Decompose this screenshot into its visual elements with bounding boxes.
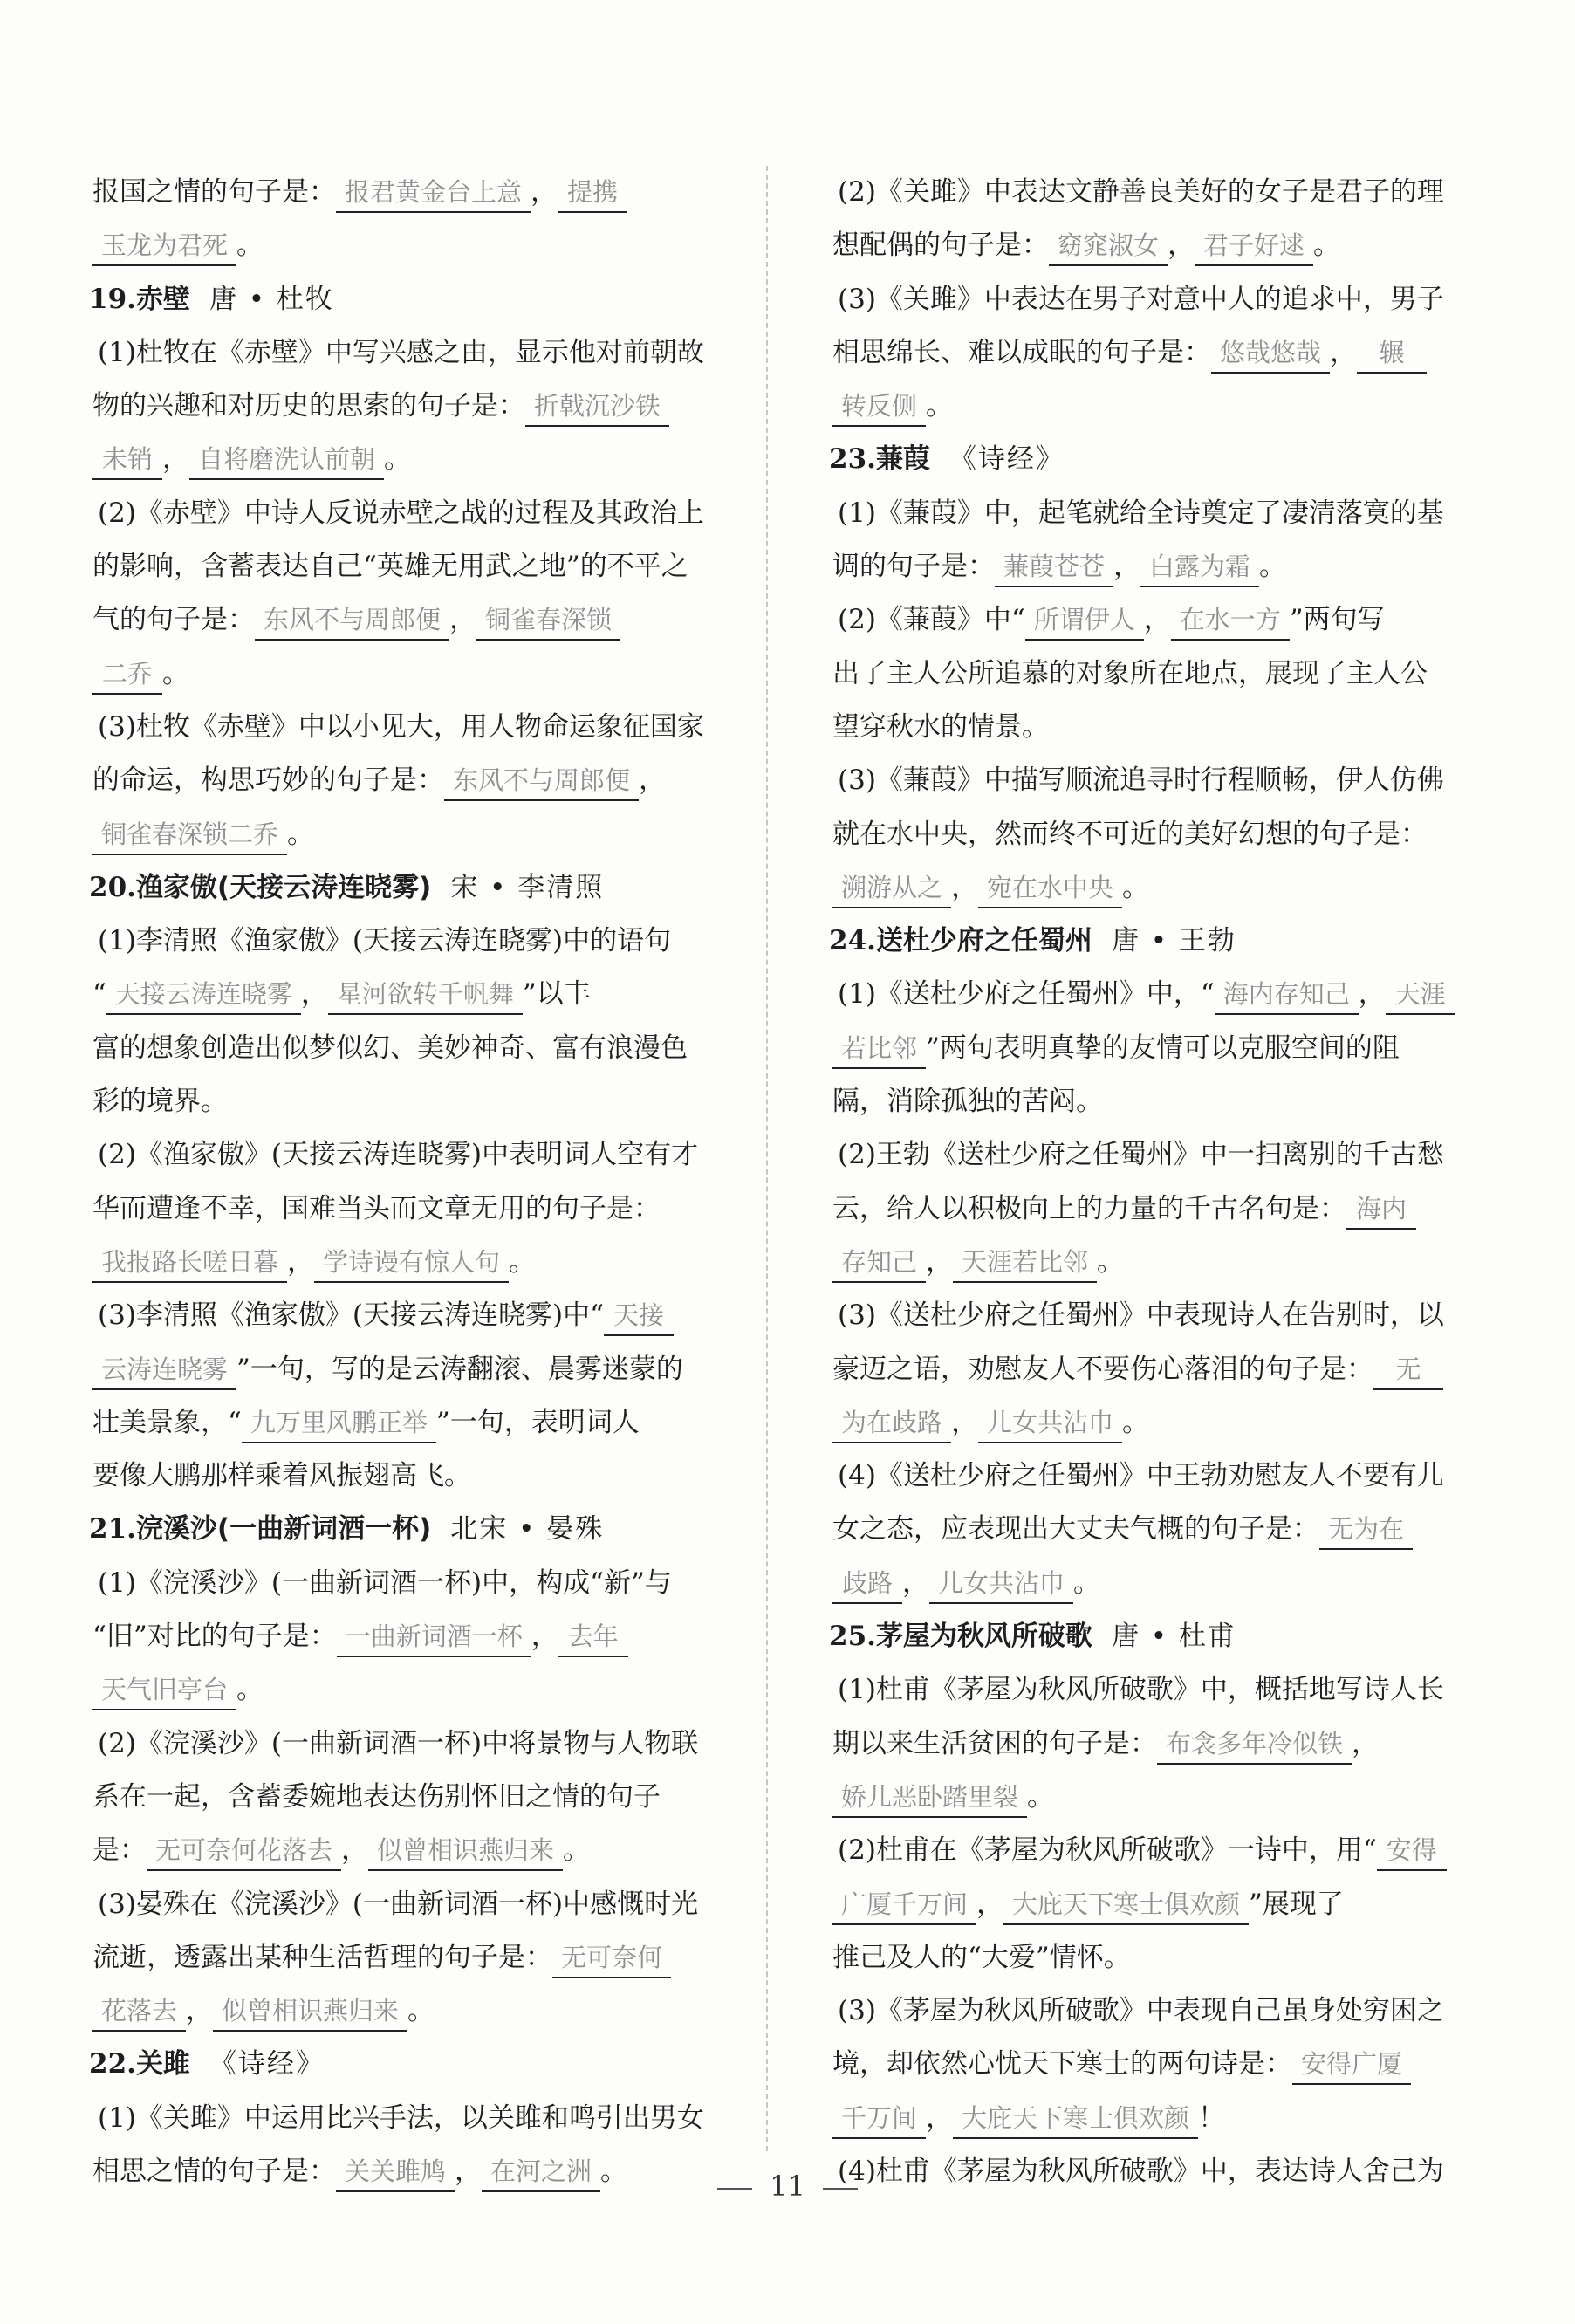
text-line <box>92 1557 799 1610</box>
answer-blank: 千万间 <box>832 2099 926 2139</box>
answer-blank: 无为在 <box>1319 1510 1413 1550</box>
question-text: ， <box>341 1834 369 1867</box>
poem-author: 唐 • 杜甫 <box>1111 1621 1236 1653</box>
answer-blank: 天气旧亭台 <box>92 1670 236 1710</box>
question-text: “旧”对比的句子是： <box>92 1621 337 1653</box>
question-text: ， <box>531 1621 558 1653</box>
question-text: 的命运，构思巧妙的句子是： <box>92 764 444 797</box>
question-text: ， <box>1143 604 1171 636</box>
text-line <box>832 1878 1539 1931</box>
answer-blank: 娇儿恶卧踏里裂 <box>832 1778 1027 1818</box>
text-line <box>92 1878 799 1931</box>
question-text: ， <box>455 2155 483 2187</box>
text-line <box>92 754 799 807</box>
text-line <box>832 2092 1539 2145</box>
answer-blank: 铜雀春深锁二乔 <box>92 815 287 855</box>
answer-blank: 宛在水中央 <box>978 868 1122 908</box>
text-line <box>92 1343 799 1396</box>
answer-blank: 君子好逑 <box>1195 226 1313 266</box>
answer-blank: 关关雎鸠 <box>336 2152 455 2192</box>
item-number: 21. <box>89 1513 136 1546</box>
answer-blank: 东风不与周郎便 <box>255 600 449 641</box>
answer-blank: 溯游从之 <box>832 868 951 908</box>
answer-blank: 蒹葭苍苍 <box>995 547 1113 587</box>
answer-blank: 在水一方 <box>1171 600 1290 641</box>
question-text: 。 <box>384 443 412 476</box>
question-text: (1)杜甫《茅屋为秋风所破歌》中，概括地写诗人长 <box>838 1674 1444 1706</box>
question-text: ”一句，写的是云涛翻滚、晨雾迷蒙的 <box>236 1353 683 1385</box>
text-line <box>832 1663 1539 1717</box>
question-text: ， <box>926 1245 954 1278</box>
text-line <box>832 2038 1539 2091</box>
answer-blank: 海内存知己 <box>1215 975 1359 1015</box>
answer-blank: 儿女共沾巾 <box>978 1403 1122 1443</box>
text-line <box>832 1450 1539 1503</box>
text-line <box>832 593 1539 647</box>
text-line <box>92 1128 799 1182</box>
question-text: ！ <box>1198 2101 1226 2134</box>
question-text: 的影响，含蓄表达自己“英雄无用武之地”的不平之 <box>92 551 688 583</box>
answer-blank: 天接云涛连晓雾 <box>106 975 301 1015</box>
question-text: ， <box>639 764 667 797</box>
question-text: 物的兴趣和对历史的思索的句子是： <box>92 390 525 422</box>
question-text: (1)《关雎》中运用比兴手法，以关雎和鸣引出男女 <box>98 2101 704 2134</box>
answer-blank: 似曾相识燕归来 <box>213 1992 407 2032</box>
question-text: (3)晏殊在《浣溪沙》(一曲新词酒一杯)中感慨时光 <box>98 1888 699 1920</box>
page-number <box>0 2170 1575 2203</box>
text-line <box>92 433 799 486</box>
poem-title <box>829 1610 1539 1663</box>
question-text: 是： <box>92 1834 147 1867</box>
question-text: 系在一起，含蓄委婉地表达伤别怀旧之情的句子 <box>92 1780 661 1813</box>
poem-name: 蒹葭 <box>875 443 930 476</box>
question-text: (1)杜牧在《赤壁》中写兴感之由，显示他对前朝故 <box>98 336 704 368</box>
text-line <box>832 808 1539 861</box>
answer-blank: 海内 <box>1346 1189 1416 1230</box>
item-number: 24. <box>829 925 876 957</box>
text-line <box>832 487 1539 540</box>
question-text: 豪迈之语，劝慰友人不要伤心落泪的句子是： <box>832 1353 1373 1385</box>
text-line <box>92 1824 799 1877</box>
text-line <box>92 1022 799 1075</box>
text-line <box>832 968 1539 1021</box>
text-line <box>92 540 799 593</box>
poem-title <box>829 915 1539 968</box>
text-line <box>832 754 1539 807</box>
text-line <box>92 1075 799 1128</box>
text-line <box>832 273 1539 326</box>
answer-blank: 若比邻 <box>832 1029 926 1069</box>
text-line <box>92 1450 799 1503</box>
text-line <box>832 1183 1539 1236</box>
text-line <box>92 2092 799 2145</box>
question-text: ， <box>300 978 328 1011</box>
page-number-text: 11 <box>770 2170 805 2203</box>
text-line <box>92 326 799 380</box>
question-text: (1)《浣溪沙》(一曲新词酒一杯)中，构成“新”与 <box>98 1566 672 1599</box>
dash-right <box>823 2188 858 2190</box>
answer-blank: 一曲新词酒一杯 <box>337 1617 531 1657</box>
question-text: ， <box>1113 551 1141 583</box>
question-text: (2)王勃《送杜少府之任蜀州》中一扫离别的千古愁 <box>838 1139 1444 1171</box>
text-line <box>92 1771 799 1824</box>
answer-blank: 在河之洲 <box>482 2152 600 2192</box>
question-text: 期以来生活贫困的句子是： <box>832 1727 1157 1759</box>
poem-author: 北宋 • 晏殊 <box>450 1513 605 1546</box>
poem-title <box>89 273 799 326</box>
question-text: 女之态，应表现出大丈夫气概的句子是： <box>832 1513 1319 1546</box>
question-text: (1)《蒹葭》中，起笔就给全诗奠定了凄清落寞的基 <box>838 497 1444 529</box>
question-text: ， <box>186 1995 214 2027</box>
question-text: 。 <box>287 818 315 850</box>
text-line <box>832 1717 1539 1771</box>
answer-blank: 天涯 <box>1386 975 1455 1015</box>
answer-blank: 存知己 <box>832 1243 926 1283</box>
answer-blank: 二乔 <box>92 655 162 695</box>
answer-blank: 天涯若比邻 <box>953 1243 1097 1283</box>
text-line <box>92 1985 799 2038</box>
answer-blank: 儿女共沾巾 <box>929 1564 1073 1604</box>
question-text: 相思之情的句子是： <box>92 2155 336 2187</box>
question-text: 华而遭逢不幸，国难当头而文章无用的句子是： <box>92 1192 661 1224</box>
question-text: 就在水中央，然而终不可近的美好幻想的句子是： <box>832 818 1428 850</box>
answer-blank: 未销 <box>92 440 162 480</box>
question-text: (2)《关雎》中表达文静善良美好的女子是君子的理 <box>838 176 1444 208</box>
question-text: (2)《赤壁》中诗人反说赤壁之战的过程及其政治上 <box>98 497 704 529</box>
poem-name: 茅屋为秋风所破歌 <box>875 1621 1092 1653</box>
answer-blank: 自将磨洗认前朝 <box>189 440 384 480</box>
answer-blank: 无可奈何 <box>552 1938 671 1978</box>
answer-blank: 所谓伊人 <box>1025 600 1144 641</box>
answer-blank: 辗 <box>1357 333 1427 374</box>
answer-blank: 歧路 <box>832 1564 902 1604</box>
text-line <box>92 219 799 272</box>
poem-name: 渔家傲(天接云涛连晓雾) <box>135 871 432 903</box>
answer-blank: 大庇天下寒士俱欢颜 <box>953 2099 1198 2139</box>
text-line <box>832 648 1539 701</box>
text-line <box>92 1183 799 1236</box>
question-text: 。 <box>236 1674 264 1706</box>
text-line <box>92 808 799 861</box>
answer-blank: 报君黄金台上意 <box>336 173 531 213</box>
text-line <box>832 380 1539 433</box>
answer-blank: 星河欲转千帆舞 <box>328 975 523 1015</box>
question-text: (1)李清照《渔家傲》(天接云涛连晓雾)中的语句 <box>98 925 672 957</box>
question-text: (3)《茅屋为秋风所破歌》中表现自己虽身处穷困之 <box>838 1995 1444 2027</box>
question-text: ， <box>1358 978 1386 1011</box>
text-line <box>832 1075 1539 1128</box>
answer-blank: 无可奈何花落去 <box>147 1831 341 1871</box>
text-line <box>92 1610 799 1663</box>
question-text: 出了主人公所追慕的对象所在地点，展现了主人公 <box>832 657 1428 689</box>
text-line <box>832 701 1539 754</box>
question-text: (2)杜甫在《茅屋为秋风所破歌》一诗中，用“ <box>838 1834 1377 1867</box>
text-line <box>832 1022 1539 1075</box>
text-line <box>832 540 1539 593</box>
left-column <box>89 166 799 2198</box>
question-text: 。 <box>1259 551 1287 583</box>
question-text: ， <box>287 1245 315 1278</box>
text-line <box>832 1343 1539 1396</box>
question-text: (4)《送杜少府之任蜀州》中王勃劝慰友人不要有儿 <box>838 1460 1444 1492</box>
text-line <box>832 166 1539 219</box>
text-line <box>92 487 799 540</box>
text-line <box>92 166 799 219</box>
answer-blank: 学诗谩有惊人句 <box>314 1243 509 1283</box>
text-line <box>832 1771 1539 1824</box>
item-number: 23. <box>829 443 876 476</box>
text-line <box>832 1128 1539 1182</box>
dash-left <box>717 2188 752 2190</box>
poem-name: 赤壁 <box>135 283 190 315</box>
text-line <box>92 648 799 701</box>
answer-blank: 似曾相识燕归来 <box>368 1831 563 1871</box>
question-text: 。 <box>1097 1245 1125 1278</box>
question-text: 调的句子是： <box>832 551 995 583</box>
poem-author: 唐 • 王勃 <box>1111 925 1236 957</box>
text-line <box>92 1236 799 1289</box>
question-text: 。 <box>1073 1566 1101 1599</box>
question-text: 。 <box>1122 1406 1150 1438</box>
question-text: 相思绵长、难以成眠的句子是： <box>832 336 1211 368</box>
text-line <box>832 1236 1539 1289</box>
answer-blank: 花落去 <box>92 1992 186 2032</box>
question-text: 隔，消除孤独的苦闷。 <box>832 1086 1103 1118</box>
poem-title <box>829 433 1539 486</box>
question-text: 云，给人以积极向上的力量的千古名句是： <box>832 1192 1346 1224</box>
question-text: (2)《蒹葭》中“ <box>838 604 1025 636</box>
answer-blank: 为在歧路 <box>832 1403 951 1443</box>
poem-name: 浣溪沙(一曲新词酒一杯) <box>135 1513 432 1546</box>
poem-title <box>89 2038 799 2091</box>
question-text: 彩的境界。 <box>92 1086 228 1118</box>
item-number: 20. <box>89 871 136 903</box>
poem-title <box>89 861 799 915</box>
text-line <box>92 593 799 647</box>
text-line <box>832 1289 1539 1342</box>
answer-blank: 悠哉悠哉 <box>1211 333 1330 374</box>
question-text: ， <box>902 1566 929 1599</box>
text-line <box>832 326 1539 380</box>
text-line <box>92 1396 799 1450</box>
answer-blank: 我报路长嗟日暮 <box>92 1243 287 1283</box>
question-text: “ <box>92 978 106 1011</box>
question-text: 境，却依然心忧天下寒士的两句诗是： <box>832 2048 1292 2081</box>
question-text: ， <box>1352 1727 1380 1759</box>
answer-blank: 云涛连晓雾 <box>92 1350 236 1390</box>
question-text: 要像大鹏那样乘着风振翅高飞。 <box>92 1460 471 1492</box>
answer-blank: 去年 <box>558 1617 628 1657</box>
answer-blank: 无 <box>1373 1350 1443 1390</box>
question-text: ， <box>1168 230 1195 262</box>
question-text: ”两句表明真挚的友情可以克服空间的阻 <box>926 1032 1400 1064</box>
item-number: 25. <box>829 1621 876 1653</box>
answer-blank: 白露为霜 <box>1140 547 1259 587</box>
question-text: 壮美景象，“ <box>92 1406 242 1438</box>
answer-blank: 提携 <box>558 173 627 213</box>
question-text: ， <box>449 604 477 636</box>
question-text: ， <box>951 871 979 903</box>
question-text: ， <box>951 1406 979 1438</box>
text-line <box>832 1503 1539 1556</box>
answer-blank: 九万里风鹏正举 <box>242 1403 436 1443</box>
answer-blank: 折戟沉沙铁 <box>525 387 669 427</box>
poem-name: 关雎 <box>135 2048 190 2081</box>
question-text: 。 <box>236 230 264 262</box>
question-text: 流逝，透露出某种生活哲理的句子是： <box>92 1941 552 1973</box>
text-line <box>92 968 799 1021</box>
question-text: (4)杜甫《茅屋为秋风所破歌》中，表达诗人舍己为 <box>838 2155 1444 2187</box>
question-text: ”展现了 <box>1249 1888 1344 1920</box>
question-text: ， <box>926 2101 954 2134</box>
question-text: 。 <box>1122 871 1150 903</box>
question-text: ， <box>531 176 558 208</box>
question-text: (3)《送杜少府之任蜀州》中表现诗人在告别时，以 <box>838 1299 1444 1332</box>
text-line <box>92 1663 799 1717</box>
text-line <box>92 1931 799 1985</box>
poem-author: 宋 • 李清照 <box>450 871 605 903</box>
question-text: 。 <box>1027 1780 1055 1813</box>
poem-author: 《诗经》 <box>209 2048 325 2081</box>
text-line <box>832 1931 1539 1985</box>
question-text: 。 <box>509 1245 537 1278</box>
poem-title <box>89 1503 799 1556</box>
question-text: (2)《浣溪沙》(一曲新词酒一杯)中将景物与人物联 <box>98 1727 699 1759</box>
question-text: (3)杜牧《赤壁》中以小见大，用人物命运象征国家 <box>98 710 704 743</box>
answer-blank: 转反侧 <box>832 387 926 427</box>
text-line <box>832 861 1539 915</box>
right-column <box>829 166 1539 2198</box>
text-line <box>92 915 799 968</box>
answer-blank: 天接 <box>604 1296 674 1336</box>
question-text: 富的想象创造出似梦似幻、美妙神奇、富有浪漫色 <box>92 1032 688 1064</box>
answer-blank: 广厦千万间 <box>832 1885 976 1925</box>
question-text: 。 <box>407 1995 435 2027</box>
item-number: 22. <box>89 2048 136 2081</box>
text-line <box>832 219 1539 272</box>
answer-blank: 玉龙为君死 <box>92 226 236 266</box>
question-text: 。 <box>162 657 189 689</box>
question-text: (2)《渔家傲》(天接云涛连晓雾)中表明词人空有才 <box>98 1139 699 1171</box>
question-text: ”以丰 <box>522 978 591 1011</box>
question-text: 报国之情的句子是： <box>92 176 336 208</box>
text-line <box>832 1396 1539 1450</box>
text-line <box>92 701 799 754</box>
question-text: (3)《蒹葭》中描写顺流追寻时行程顺畅，伊人仿佛 <box>838 764 1444 797</box>
text-line <box>92 380 799 433</box>
text-line <box>92 1289 799 1342</box>
answer-blank: 大庇天下寒士俱欢颜 <box>1003 1885 1249 1925</box>
answer-blank: 布衾多年冷似铁 <box>1157 1724 1352 1765</box>
question-text: 推己及人的“大爱”情怀。 <box>832 1941 1131 1973</box>
answer-blank: 东风不与周郎便 <box>444 761 639 801</box>
question-text: ， <box>162 443 189 476</box>
question-text: ， <box>1330 336 1358 368</box>
poem-name: 送杜少府之任蜀州 <box>875 925 1092 957</box>
poem-author: 唐 • 杜牧 <box>209 283 334 315</box>
question-text: 望穿秋水的情景。 <box>832 710 1049 743</box>
question-text: ， <box>976 1888 1004 1920</box>
question-text: ”一句，表明词人 <box>435 1406 640 1438</box>
question-text: 。 <box>926 390 954 422</box>
text-line <box>92 1717 799 1771</box>
answer-blank: 铜雀春深锁 <box>476 600 620 641</box>
question-text: ”两句写 <box>1289 604 1385 636</box>
poem-author: 《诗经》 <box>948 443 1065 476</box>
answer-blank: 安得 <box>1377 1831 1447 1871</box>
question-text: 。 <box>563 1834 591 1867</box>
text-line <box>832 1985 1539 2038</box>
question-text: (3)《关雎》中表达在男子对意中人的追求中，男子 <box>838 283 1444 315</box>
answer-blank: 窈窕淑女 <box>1049 226 1168 266</box>
question-text: (3)李清照《渔家傲》(天接云涛连晓雾)中“ <box>98 1299 604 1332</box>
column-divider <box>766 166 768 2151</box>
question-text: (1)《送杜少府之任蜀州》中，“ <box>838 978 1215 1011</box>
text-line <box>832 1557 1539 1610</box>
question-text: 。 <box>600 2155 628 2187</box>
question-text: 气的句子是： <box>92 604 255 636</box>
item-number: 19. <box>89 283 136 315</box>
question-text: 想配偶的句子是： <box>832 230 1049 262</box>
answer-blank: 安得广厦 <box>1292 2045 1411 2085</box>
text-line <box>832 1824 1539 1877</box>
question-text: 。 <box>1313 230 1341 262</box>
